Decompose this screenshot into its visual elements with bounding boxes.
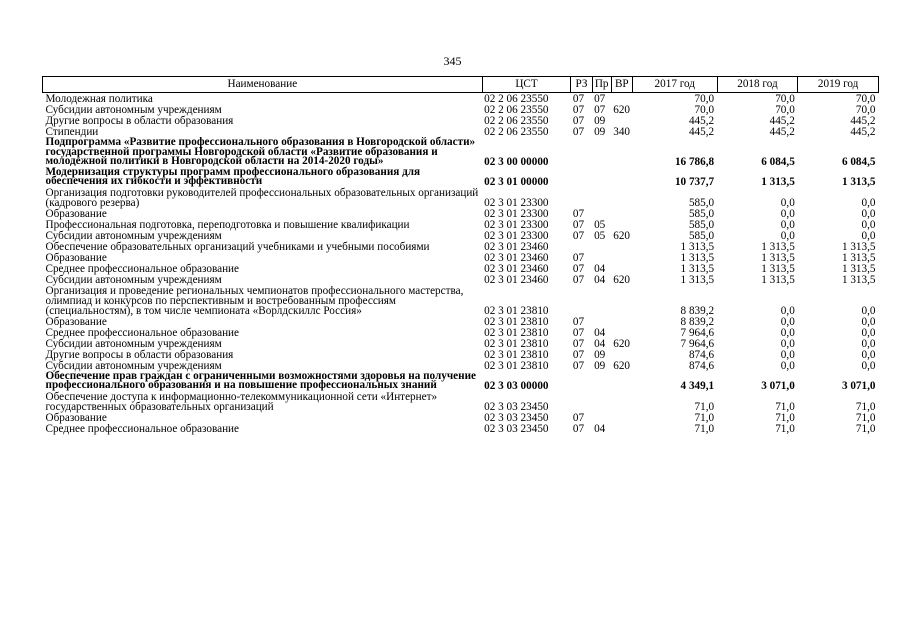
cell-name: Среднее профессиональное образование [45,422,240,435]
cell-2019: 0,0 [861,326,876,339]
table-row [43,93,879,105]
cell-cst: 02 3 01 23810 [484,304,549,317]
cell-2017: 445,2 [688,126,715,138]
table-row [43,263,879,274]
cell-2019: 70,0 [855,93,876,105]
header-vr: ВР [611,77,632,93]
cell-pr: 04 [594,273,606,286]
cell-2017: 1 313,5 [680,251,715,264]
cell-pr [592,371,611,391]
cell-vr [611,208,632,219]
cell-cst: 02 3 01 23460 [484,262,549,275]
cell-2019: 0,0 [861,207,876,220]
cell-2018: 0,0 [780,196,795,209]
cell-2017: 585,0 [688,218,715,231]
cell-pr [592,412,611,423]
cell-name: Организация и проведение региональных чемпионатов профессионального мастерства, олимпиад и конкурсов по перспективным и востребованным профессиям (специальностям), в том числе чемпионата «Ворлдскиллс Россия» [45,284,464,317]
page-number: 345 [443,54,462,68]
cell-2017: 8 839,2 [680,304,715,317]
cell-vr: 620 [613,273,631,286]
cell-2018: 70,0 [775,104,795,116]
cell-pr [592,187,611,208]
cell-2017: 16 786,8 [674,155,715,168]
cell-2017: 1 313,5 [680,240,715,253]
cell-2019: 70,0 [855,104,876,116]
cell-vr [611,187,632,208]
cell-rz: 07 [572,115,585,127]
cell-pr [592,316,611,327]
cell-cst: 02 3 03 23450 [484,422,549,435]
cell-pr [592,137,611,167]
cell-rz: 07 [572,218,585,231]
cell-cst: 02 3 01 23300 [484,229,549,242]
cell-2017: 874,6 [688,359,715,372]
cell-2018: 445,2 [769,126,795,138]
cell-cst: 02 3 01 23810 [484,326,549,339]
cell-pr: 04 [594,262,606,275]
cell-vr: 620 [613,229,631,242]
cell-2019: 0,0 [861,304,876,317]
table-body [43,93,879,434]
cell-cst: 02 3 01 23300 [484,207,549,220]
cell-pr: 05 [594,218,606,231]
cell-name: Среднее профессиональное образование [45,262,240,275]
cell-cst: 02 3 01 23810 [484,348,549,361]
cell-vr [611,371,632,391]
header-2019: 2019 год [798,77,879,93]
cell-2017: 585,0 [688,229,715,242]
cell-2018: 0,0 [780,315,795,328]
table-row [43,285,879,316]
table-row [43,349,879,360]
cell-cst: 02 3 01 23810 [484,315,549,328]
cell-2019: 1 313,5 [841,175,876,188]
cell-cst: 02 3 01 23460 [484,273,549,286]
cell-2019: 0,0 [861,229,876,242]
cell-name: Образование [45,411,107,424]
cell-name: Обеспечение образовательных организаций учебниками и учебными пособиями [45,240,430,253]
cell-vr: 340 [613,126,631,138]
cell-vr [611,115,632,126]
table-row [43,167,879,187]
cell-2017: 874,6 [688,348,715,361]
cell-rz: 07 [572,411,585,424]
cell-vr [611,137,632,167]
cell-2018: 445,2 [769,115,795,127]
cell-2019: 71,0 [855,422,876,435]
cell-2019: 1 313,5 [841,251,876,264]
cell-cst: 02 3 01 23810 [484,359,549,372]
cell-name: Профессиональная подготовка, переподготовка и повышение квалификации [45,218,410,231]
cell-2019: 6 084,5 [841,155,876,168]
table-row [43,137,879,167]
cell-2017: 7 964,6 [680,337,715,350]
cell-vr [611,423,632,434]
cell-pr: 04 [594,337,606,350]
header-name: Наименование [43,77,483,93]
cell-name: Субсидии автономным учреждениям [45,359,222,372]
cell-rz: 07 [572,326,585,339]
cell-cst: 02 2 06 23550 [484,93,549,105]
cell-2018: 1 313,5 [761,262,795,275]
cell-2017: 70,0 [694,104,715,116]
cell-rz: 07 [572,359,585,372]
cell-name: Другие вопросы в области образования [45,115,234,127]
cell-2019: 1 313,5 [841,240,876,253]
cell-name: Подпрограмма «Развитие профессионального образования в Новгородской области» государственной программы Новгородской области «Развитие образования и молодежной политики в Новгородской области на 2014-2020 годы» [45,136,476,167]
cell-2017: 4 349,1 [680,379,715,392]
cell-name: Субсидии автономным учреждениям [45,229,222,242]
cell-2019: 0,0 [861,315,876,328]
table-header [43,77,879,93]
cell-2019: 0,0 [861,218,876,231]
cell-pr: 09 [594,115,606,127]
cell-cst: 02 2 06 23550 [484,115,549,127]
cell-rz [571,187,592,208]
cell-pr: 05 [594,229,606,242]
table-row [43,423,879,434]
table-row [43,391,879,412]
cell-2018: 1 313,5 [761,240,795,253]
cell-name: Организация подготовки руководителей профессиональных образовательных организаций (кадрового резерва) [45,186,479,209]
cell-cst: 02 3 00 00000 [484,155,549,168]
table-row [43,371,879,391]
cell-rz: 07 [572,422,585,435]
cell-2019: 71,0 [855,411,876,424]
cell-name: Среднее профессиональное образование [45,326,240,339]
cell-cst: 02 3 01 23460 [484,240,549,253]
cell-cst: 02 3 03 00000 [484,379,549,392]
cell-2017: 70,0 [694,93,715,105]
table-row [43,274,879,285]
cell-rz [571,167,592,187]
cell-2017: 585,0 [688,207,715,220]
cell-pr: 09 [594,348,606,361]
cell-pr [592,241,611,252]
cell-2018: 70,0 [775,93,795,105]
cell-name: Молодежная политика [45,93,153,105]
cell-name: Образование [45,207,107,220]
cell-vr [611,241,632,252]
cell-vr: 620 [613,337,631,350]
cell-2019: 1 313,5 [841,262,876,275]
cell-vr [611,219,632,230]
cell-2017: 8 839,2 [680,315,715,328]
cell-vr [611,285,632,316]
cell-pr [592,285,611,316]
cell-2017: 1 313,5 [680,262,715,275]
cell-vr [611,93,632,105]
cell-name: Образование [45,315,107,328]
cell-2018: 0,0 [780,304,795,317]
table-row [43,208,879,219]
cell-2018: 1 313,5 [761,175,795,188]
cell-vr [611,412,632,423]
cell-rz: 07 [572,93,585,105]
cell-2019: 0,0 [861,196,876,209]
cell-name: Другие вопросы в области образования [45,348,234,361]
cell-vr [611,327,632,338]
cell-rz [571,285,592,316]
cell-name: Образование [45,251,107,264]
cell-vr [611,349,632,360]
table-row [43,316,879,327]
cell-cst: 02 3 01 00000 [484,175,549,188]
table-row [43,187,879,208]
cell-2017: 7 964,6 [680,326,715,339]
cell-2019: 1 313,5 [841,273,876,286]
header-row [43,77,879,93]
cell-rz: 07 [572,315,585,328]
cell-2017: 10 737,7 [674,175,715,188]
cell-pr: 09 [594,359,606,372]
cell-2019: 0,0 [861,359,876,372]
cell-rz [571,371,592,391]
cell-2017: 71,0 [694,400,715,413]
table-row [43,241,879,252]
cell-pr [592,208,611,219]
cell-rz [571,137,592,167]
cell-2018: 1 313,5 [761,273,795,286]
cell-2018: 71,0 [775,422,795,435]
table-row [43,252,879,263]
cell-rz: 07 [572,348,585,361]
cell-2018: 3 071,0 [761,379,795,392]
cell-vr: 620 [613,104,631,116]
cell-rz [571,391,592,412]
table-row [43,219,879,230]
cell-2018: 0,0 [780,218,795,231]
cell-2017: 71,0 [694,411,715,424]
cell-pr: 04 [594,422,606,435]
cell-name: Субсидии автономным учреждениям [45,337,222,350]
cell-rz: 07 [572,251,585,264]
cell-2019: 445,2 [850,126,876,138]
cell-2018: 1 313,5 [761,251,795,264]
cell-name: Субсидии автономным учреждениям [45,273,222,286]
cell-name: Обеспечение доступа к информационно-телекоммуникационной сети «Интернет» государственных образовательных организаций [45,390,438,413]
cell-rz: 07 [572,262,585,275]
cell-cst: 02 3 01 23300 [484,218,549,231]
cell-vr [611,252,632,263]
cell-name: Стипендии [45,126,99,138]
header-pr: Пр [592,77,611,93]
cell-cst: 02 3 01 23300 [484,196,549,209]
cell-2019: 445,2 [850,115,876,127]
cell-rz: 07 [572,337,585,350]
cell-cst: 02 3 03 23450 [484,400,549,413]
cell-2018: 71,0 [775,411,795,424]
cell-pr: 07 [594,93,606,105]
header-2017: 2017 год [632,77,717,93]
cell-2018: 0,0 [780,229,795,242]
cell-rz: 07 [572,126,585,138]
cell-2017: 1 313,5 [680,273,715,286]
table-row [43,230,879,241]
table-row [43,115,879,126]
table-row [43,327,879,338]
cell-pr: 09 [594,126,606,138]
cell-vr [611,167,632,187]
cell-2018: 0,0 [780,348,795,361]
cell-vr [611,391,632,412]
cell-pr: 04 [594,326,606,339]
header-2018: 2018 год [717,77,798,93]
cell-2018: 0,0 [780,337,795,350]
cell-vr: 620 [613,359,631,372]
cell-cst: 02 3 03 23450 [484,411,549,424]
cell-2018: 71,0 [775,400,795,413]
cell-2019: 0,0 [861,348,876,361]
cell-pr [592,391,611,412]
cell-cst: 02 3 01 23810 [484,337,549,350]
cell-rz [571,241,592,252]
cell-rz: 07 [572,104,585,116]
cell-cst: 02 3 01 23460 [484,251,549,264]
cell-vr [611,316,632,327]
table-row [43,338,879,349]
cell-name: Обеспечение прав граждан с ограниченными возможностями здоровья на получение профессионального образования и на повышение профессиональных знаний [45,369,476,391]
budget-table [42,76,879,434]
cell-rz: 07 [572,273,585,286]
cell-2017: 71,0 [694,422,715,435]
header-cst: ЦСТ [482,77,571,93]
table-row [43,412,879,423]
cell-2018: 0,0 [780,359,795,372]
cell-2018: 0,0 [780,207,795,220]
cell-rz: 07 [572,207,585,220]
cell-cst: 02 2 06 23550 [484,104,549,116]
cell-pr: 07 [594,104,606,116]
cell-name: Модернизация структуры программ профессионального образования для обеспечения их гибкости и эффективности [45,165,421,187]
cell-pr [592,252,611,263]
cell-2018: 6 084,5 [761,155,795,168]
cell-2017: 585,0 [688,196,715,209]
cell-2019: 71,0 [855,400,876,413]
table-row [43,104,879,115]
cell-pr [592,167,611,187]
cell-name: Субсидии автономным учреждениям [45,104,222,116]
cell-vr [611,263,632,274]
table-row [43,360,879,371]
cell-2017: 445,2 [688,115,715,127]
cell-2019: 3 071,0 [841,379,876,392]
cell-rz: 07 [572,229,585,242]
cell-2019: 0,0 [861,337,876,350]
cell-2018: 0,0 [780,326,795,339]
cell-cst: 02 2 06 23550 [484,126,549,138]
header-rz: РЗ [571,77,592,93]
